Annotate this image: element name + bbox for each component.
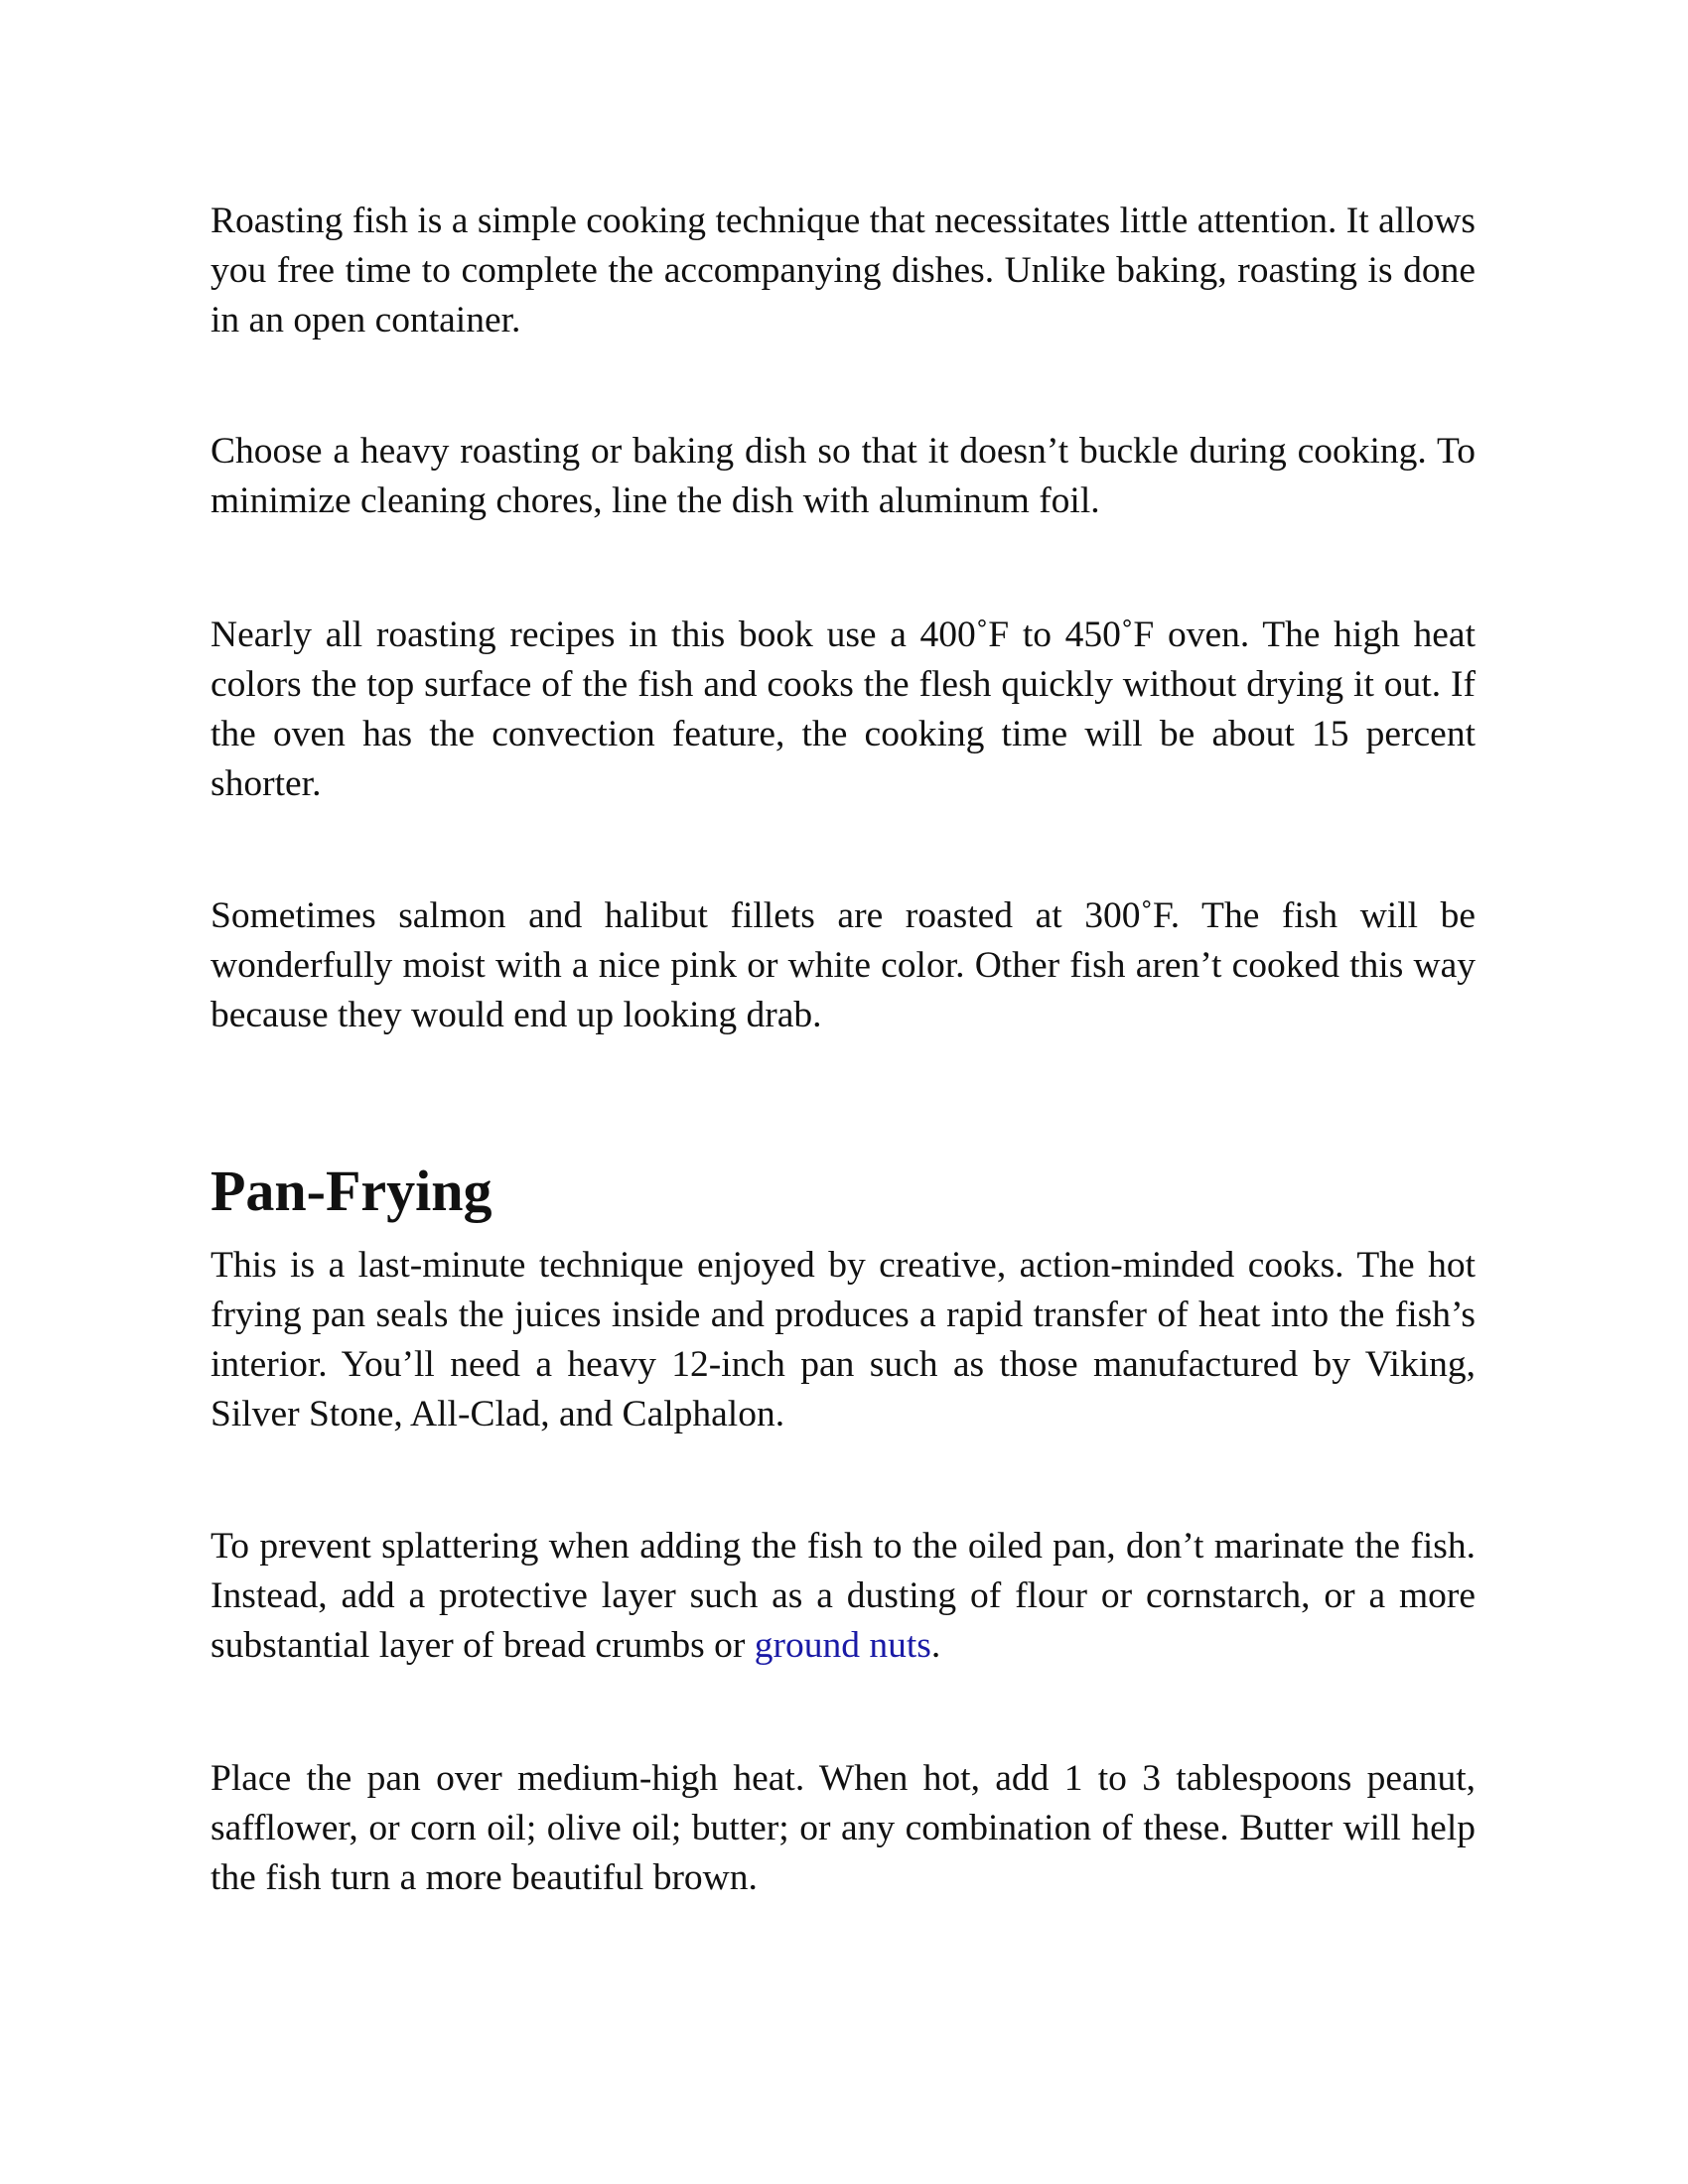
pan-frying-paragraph-2-end: . [930,1625,941,1666]
roasting-paragraph-2: Choose a heavy roasting or baking dish so that it doesn’t buckle during cooking. To minimize cleaning chores, line the dish with aluminum foil. [211,431,1476,521]
roasting-paragraph-1: Roasting fish is a simple cooking technique that necessitates little attention. It allows you free time to complete the accompanying dishes. Unlike baking, roasting is done in an open container. [211,201,1476,341]
pan-frying-paragraph-2 [211,1522,1476,1671]
section-heading-pan-frying: Pan-Frying [211,1159,492,1223]
pan-frying-paragraph-1: This is a last-minute technique enjoyed by creative, action-minded cooks. The hot frying pan seals the juices inside and produces a rapid transfer of heat into the fish’s interior. You’ll need a heavy 12-inch pan such as those manufactured by Viking, Silver Stone, All-Clad, and Calphalon. [211,1245,1476,1434]
roasting-paragraph-3: Nearly all roasting recipes in this book use a 400˚F to 450˚F oven. The high heat colors the top surface of the fish and cooks the flesh quickly without drying it out. If the oven has the convection feature, the cooking time will be about 15 percent shorter. [211,614,1476,804]
ground-nuts-link[interactable]: ground nuts [754,1625,931,1666]
pan-frying-paragraph-2-text: To prevent splattering when adding the fish to the oiled pan, don’t marinate the fish. Instead, add a protective layer such as a dusting of flour or cornstarch, or a more substantial layer of bread crumbs or [211,1526,1476,1666]
pan-frying-paragraph-3: Place the pan over medium-high heat. When hot, add 1 to 3 tablespoons peanut, safflower, or corn oil; olive oil; butter; or any combination of these. Butter will help the fish turn a more beautiful brown. [211,1758,1476,1898]
roasting-paragraph-4: Sometimes salmon and halibut fillets are roasted at 300˚F. The fish will be wonderfully moist with a nice pink or white color. Other fish aren’t cooked this way because they would end up looking drab. [211,895,1476,1035]
